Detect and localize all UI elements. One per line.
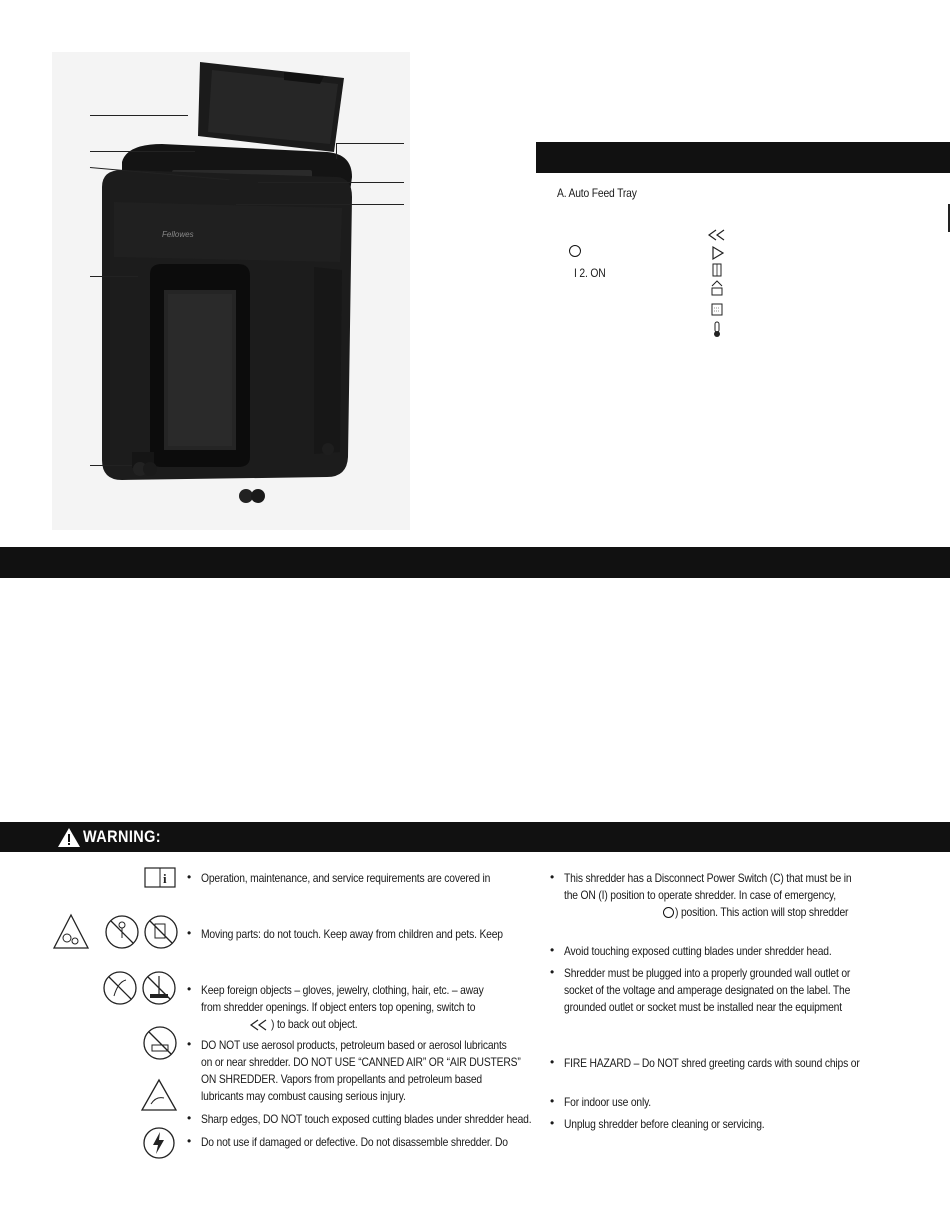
warning-left-4-line1: DO NOT use aerosol products, petroleum based or aerosol lubricants — [201, 1038, 507, 1052]
reverse-icon — [709, 230, 724, 240]
bullet: • — [187, 1134, 192, 1148]
off-circle-icon — [663, 907, 674, 918]
bullet: • — [187, 1111, 192, 1125]
leader-line-h — [236, 204, 404, 205]
warning-left-2: Moving parts: do not touch. Keep away from children and pets. Keep — [201, 927, 503, 941]
leader-line-d — [90, 276, 138, 277]
warning-left-4-line3: ON SHREDDER. Vapors from propellants and petroleum based — [201, 1072, 482, 1086]
warning-right-1-line3: ) position. This action will stop shredder — [675, 905, 849, 919]
parts-item-a: A. Auto Feed Tray — [557, 186, 637, 200]
warning-right-1-line1: This shredder has a Disconnect Power Switch (C) that must be in — [564, 871, 852, 885]
leader-line-e — [90, 465, 132, 466]
gears-warning-icon — [54, 915, 88, 948]
shredder-illustration — [52, 52, 410, 530]
caster-front-right — [239, 489, 253, 503]
warning-left-3-line1: Keep foreign objects – gloves, jewelry, clothing, hair, etc. – away — [201, 983, 484, 997]
bullet: • — [550, 943, 555, 957]
bullet: • — [187, 926, 192, 940]
bullet: • — [550, 1094, 555, 1108]
warning-right-5: For indoor use only. — [564, 1095, 652, 1109]
door-open-icon — [713, 264, 721, 276]
bullet: • — [550, 870, 555, 884]
bullet: • — [550, 1116, 555, 1130]
warning-right-1-line2: the ON (I) position to operate shredder. In case of emergency, — [564, 888, 836, 902]
brand-logo: Fellowes — [162, 230, 194, 239]
leader-line-a — [90, 115, 188, 116]
foreign-objects-icons — [102, 970, 178, 1006]
play-icon — [713, 247, 723, 259]
warning-left-4-line4: lubricants may combust causing serious injury. — [201, 1089, 406, 1103]
svg-text:i: i — [163, 871, 167, 886]
warning-right-3-line3: grounded outlet or socket must be installed near the equipment — [564, 1000, 842, 1014]
reverse-icon — [248, 1019, 270, 1031]
electrical-hazard-icon — [142, 1126, 176, 1160]
no-hands-icon — [145, 916, 177, 948]
warning-left-3-line3: ) to back out object. — [271, 1017, 358, 1031]
warning-left-5: Sharp edges, DO NOT touch exposed cutting blades under shredder head. — [201, 1112, 532, 1126]
sharp-edges-icon — [140, 1078, 178, 1112]
leader-line-f — [336, 143, 404, 144]
caster-rear — [322, 443, 334, 455]
warning-header-bar — [0, 822, 950, 852]
manual-icon — [143, 865, 177, 889]
no-tie-icon — [143, 972, 175, 1004]
leader-line-b — [90, 151, 195, 152]
bullet: • — [187, 1037, 192, 1051]
warning-left-1: Operation, maintenance, and service requirements are covered in — [201, 871, 491, 885]
warning-title: WARNING: — [83, 827, 162, 846]
paper-feed-icon — [712, 281, 722, 295]
overheat-icon — [714, 322, 720, 337]
parts-header-bar — [536, 142, 950, 173]
moving-parts-icons — [52, 912, 180, 952]
warning-right-2: Avoid touching exposed cutting blades under shredder head. — [564, 944, 832, 958]
warning-right-6: Unplug shredder before cleaning or servicing. — [564, 1117, 765, 1131]
leader-line-g — [258, 182, 404, 183]
no-hair-icon — [104, 972, 136, 1004]
warning-right-3-line2: socket of the voltage and amperage designated on the label. The — [564, 983, 851, 997]
no-children-icon — [106, 916, 138, 948]
bullet: • — [187, 982, 192, 996]
bullet: • — [550, 965, 555, 979]
no-aerosol-icon — [142, 1025, 178, 1061]
warning-left-3-line2: from shredder openings. If object enters top opening, switch to — [201, 1000, 476, 1014]
bin-full-icon — [712, 304, 722, 315]
warning-right-4: FIRE HAZARD – Do NOT shred greeting cards with sound chips or — [564, 1056, 860, 1070]
bullet: • — [550, 1055, 555, 1069]
switch-on-label: I 2. ON — [574, 266, 606, 280]
warning-left-6: Do not use if damaged or defective. Do not disassemble shredder. Do — [201, 1135, 508, 1149]
warning-triangle-icon — [57, 827, 81, 848]
warning-left-4-line2: on or near shredder. DO NOT USE “CANNED AIR” OR “AIR DUSTERS” — [201, 1055, 521, 1069]
section-header-bar — [0, 547, 950, 578]
bullet: • — [187, 870, 192, 884]
warning-right-3-line1: Shredder must be plugged into a properly grounded wall outlet or — [564, 966, 851, 980]
control-icons-column — [706, 226, 728, 342]
off-circle-icon — [569, 245, 581, 257]
